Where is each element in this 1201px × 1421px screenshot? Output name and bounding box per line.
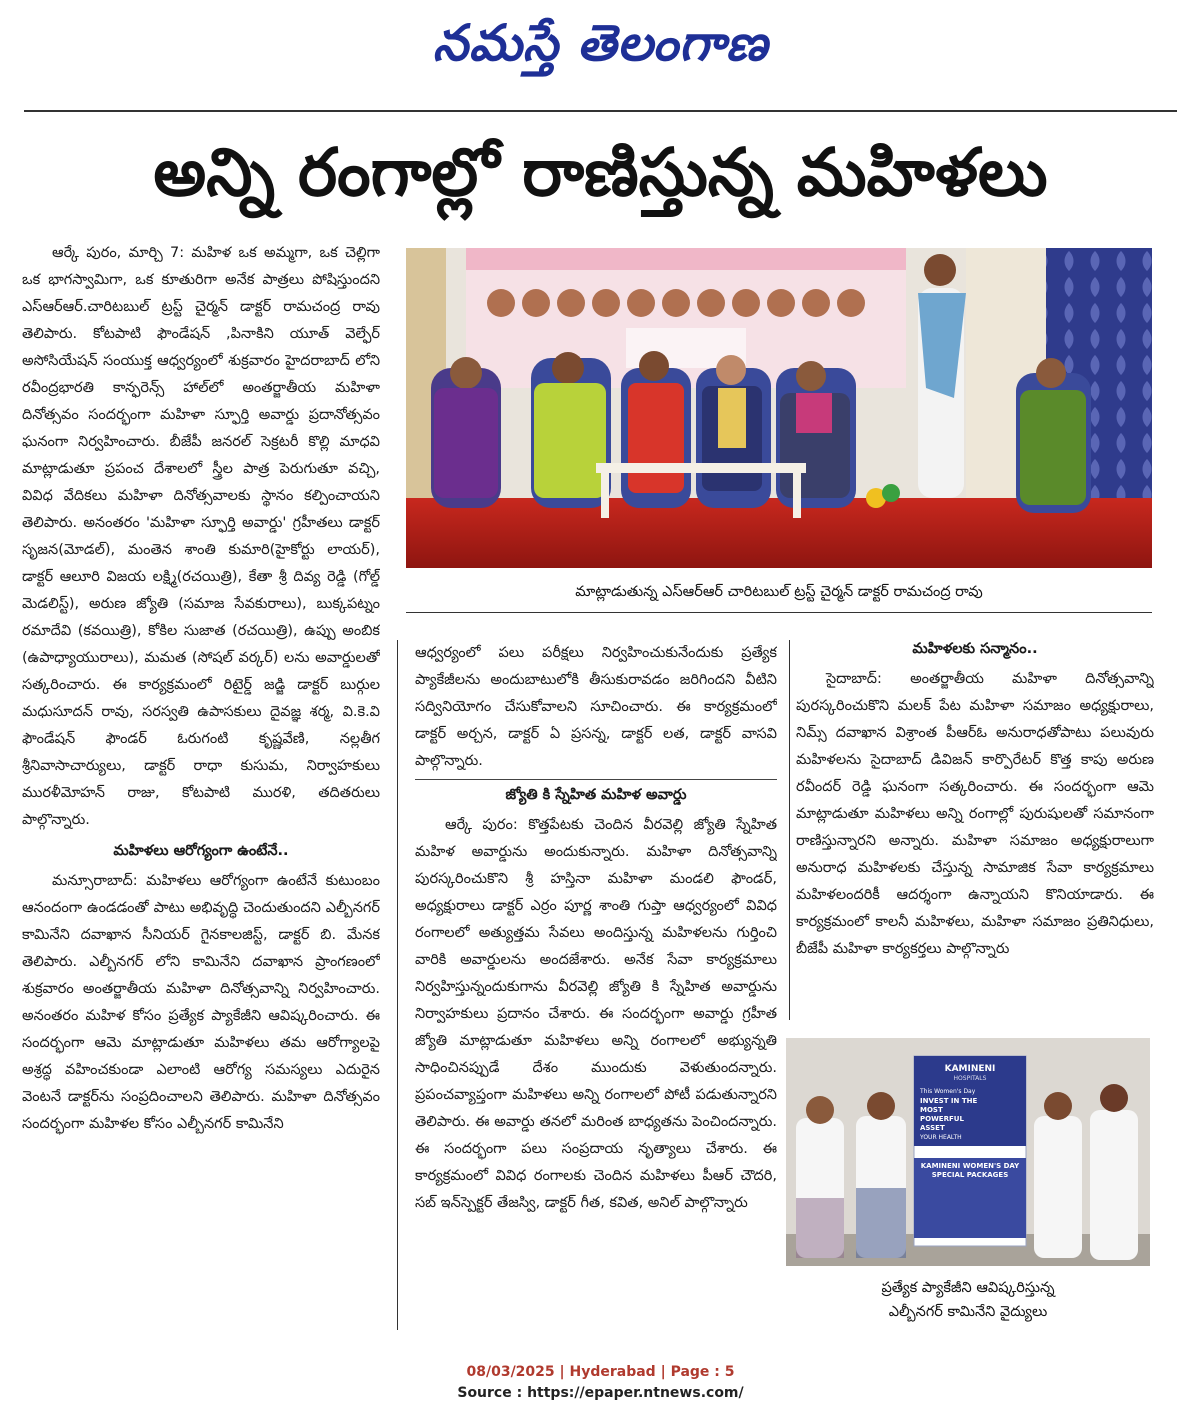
article-column-1	[22, 240, 380, 1362]
banner-tagline: This Women's Day	[920, 1088, 976, 1095]
masthead-divider	[24, 110, 1177, 112]
footer-date-line: 08/03/2025 | Hyderabad | Page : 5	[466, 1364, 735, 1380]
caption-divider	[406, 612, 1152, 613]
caption-line: ఎల్బీనగర్ కామినేని వైద్యులు	[888, 1304, 1048, 1320]
footer-source-line: Source : https://epaper.ntnews.com/	[457, 1385, 744, 1401]
article-column-3	[796, 632, 1154, 1032]
article-column-2	[415, 640, 777, 1340]
page-footer	[0, 1362, 1201, 1404]
banner-brand-sub: HOSPITALS	[953, 1075, 987, 1082]
column-divider	[789, 640, 790, 1020]
event-photo-caption: మాట్లాడుతున్న ఎస్‌ఆర్‌ఆర్ చారిటబుల్ ట్రస్ట్ చైర్మన్ డాక్టర్ రామచంద్ర రావు	[575, 584, 983, 600]
article-paragraph: సైదాబాద్: అంతర్జాతీయ మహిళా దినోత్సవాన్ని పురస్కరించుకొని మలక్ పేట మహిళా సమాజం అధ్యక్షురాలు, నిమ్స్ దవాఖాన విశ్రాంత పీఆర్‌ఓ అనురాధతోపాటు పలువురు మహిళలను సైదాబాద్ డివిజన్ కార్పొరేటర్ కొత్త కాపు అరుణ రవీందర్ రెడ్డి ఘనంగా సత్కరించారు. ఈ సందర్భంగా ఆమె మాట్లాడుతూ మహిళలు అన్ని రంగాల్లో పురుషులతో సమానంగా రాణిస్తున్నారని అన్నారు. మహిళా సమాజం అధ్యక్షురాలుగా అనురాధ మహిళలకు చేస్తున్న సామాజిక సేవా కార్యక్రమాలు మహిళలందరికీ ఆదర్శంగా ఉన్నాయని కొనియాడారు. ఈ కార్యక్రమంలో కాలనీ మహిళలు, మహిళా సమాజం ప్రతినిధులు, బీజేపీ మహిళా కార్యకర్తలు పాల్గొన్నారు	[796, 671, 1154, 957]
event-photo	[406, 248, 1152, 568]
banner-tagline-main: INVEST IN THE MOST POWERFUL ASSET	[920, 1097, 978, 1132]
headline: అన్ని రంగాల్లో రాణిస్తున్న మహిళలు	[153, 134, 1048, 211]
column-divider	[397, 640, 398, 1330]
doctors-photo	[786, 1038, 1150, 1266]
banner-tagline-sub: YOUR HEALTH	[920, 1134, 962, 1141]
doctors-photo-caption	[786, 1276, 1150, 1324]
article-paragraph: ఆర్కే పురం, మార్చి 7: మహిళ ఒక అమ్మగా, ఒక చెల్లిగా ఒక భాగస్వామిగా, ఒక కూతురిగా అనేక పాత్రలు పోషిస్తుందని ఎస్‌ఆర్‌ఆర్.చారిటబుల్ ట్రస్ట్ చైర్మన్ డాక్టర్ రామచంద్ర రావు తెలిపారు. కోటపాటి ఫౌండేషన్ ,పినాకిని యూత్ వెల్ఫేర్ అసోసియేషన్ సంయుక్త ఆధ్వర్యంలో శుక్రవారం హైదరాబాద్ లోని రవీంద్రభారతి కాన్ఫరెన్స్ హాల్‌లో అంతర్జాతీయ మహిళా దినోత్సవం సందర్భంగా మహిళా స్ఫూర్తి అవార్డు ప్రదానోత్సవం ఘనంగా నిర్వహించారు. బీజేపీ జనరల్ సెక్రటరీ కొల్లి మాధవి మాట్లాడుతూ ప్రపంచ దేశాలలో స్త్రీల పాత్ర పెరుగుతూ వచ్చి, వివిధ వేదికలు మహిళా దినోత్సవాలకు స్థానం కల్పించాయని తెలిపారు. అనంతరం 'మహిళా స్ఫూర్తి అవార్డు' గ్రహీతలు డాక్టర్ సృజన(మోడల్), మంతెన శాంతి కుమారి(హైకోర్టు లాయర్), డాక్టర్ ఆలూరి విజయ లక్ష్మి(రచయిత్రి), కేతా శ్రీ దివ్య రెడ్డి (గోల్డ్ మెడలిస్ట్), అరుణ జ్యోతి (సమాజ సేవకురాలు), బుక్కపట్నం రమాదేవి (కవయిత్రి), కోకిల సుజాత (రచయిత్రి), ఉప్పు అంబిక (ఉపాధ్యాయురాలు), మమత (సోషల్ వర్కర్) లను అవార్డులతో సత్కరించారు. ఈ కార్యక్రమంలో రిటైర్డ్ జడ్జి డాక్టర్ బుర్గుల మధుసూదన్ రావు, సరస్వతి ఉపాసకులు దైవజ్ఞ శర్మ, వి.కె.వి ఫౌండేషన్ ఫౌండర్ ఓరుగంటి కృష్ణవేణి, నల్లతీగ శ్రీనివాసాచార్యులు, డాక్టర్ రాధా కుసుమ, నిర్వాహకులు మురళీమోహన్ రాజు, కోటపాటి మురళి, తదితరులు పాల్గొన్నారు.	[22, 245, 380, 828]
article-subheading: మహిళలకు సన్మానం..	[912, 641, 1038, 657]
article-paragraph: మన్సూరాబాద్: మహిళలు ఆరోగ్యంగా ఉంటేనే కుటుంబం ఆనందంగా ఉండడంతో పాటు అభివృద్ధి చెందుతుందని ఎల్బీనగర్ కామినేని దవాఖాన సీనియర్ గైనకాలజిస్ట్, డాక్టర్ బి. మేనక తెలిపారు. ఎల్బీనగర్ లోని కామినేని దవాఖాన ప్రాంగణంలో శుక్రవారం అంతర్జాతీయ మహిళా దినోత్సవాన్ని నిర్వహించారు. అనంతరం మహిళ కోసం ప్రత్యేక ప్యాకేజీని ఆవిష్కరించారు. ఈ సందర్భంగా ఆమె మాట్లాడుతూ మహిళలు తమ ఆరోగ్యాలపై అశ్రద్ధ వహించకుండా ఎలాంటి ఆరోగ్య సమస్యలు ఎదురైన వెంటనే డాక్టర్‌ను సంప్రదించాలని తెలిపారు. మహిళా దినోత్సవం సందర్భంగా మహిళల కోసం ఎల్బీనగర్ కామినేని	[22, 873, 380, 1132]
caption-line: ప్రత్యేక ప్యాకేజీని ఆవిష్కరిస్తున్న	[881, 1280, 1055, 1296]
banner-panel-title: KAMINENI WOMEN'S DAY SPECIAL PACKAGES	[920, 1162, 1020, 1179]
banner-brand: KAMINENI	[944, 1064, 996, 1074]
article-paragraph: ఆర్కే పురం: కొత్తపేటకు చెందిన వీరవెల్లి జ్యోతి స్నేహిత మహిళ అవార్డును అందుకున్నారు. మహిళా దినోత్సవాన్ని పురస్కరించుకొని శ్రీ హస్తినా మహిళా మండలి ఫౌండర్, అధ్యక్షురాలు డాక్టర్ ఎర్రం పూర్ణ శాంతి గుప్తా ఆధ్వర్యంలో వివిధ రంగాలలో అత్యుత్తమ సేవలు అందిస్తున్న మహిళలను గుర్తించి వారికి అవార్డులను అందజేశారు. అనేక సేవా కార్యక్రమాలు నిర్వహిస్తున్నందుకుగాను వీరవెల్లి జ్యోతి కి స్నేహిత అవార్డును నిర్వాహకులు ప్రదానం చేశారు. ఈ సందర్భంగా అవార్డు గ్రహీత జ్యోతి మాట్లాడుతూ మహిళలు అన్ని రంగాలలో అభ్యున్నతి సాధించినప్పుడే దేశం ముందుకు వెళుతుందన్నారు. ప్రపంచవ్యాప్తంగా మహిళలు అన్ని రంగాలలో పోటీ పడుతున్నారని తెలిపారు. ఈ అవార్డు తనలో మరింత బాధ్యతను పెంచిందన్నారు. ఈ సందర్భంగా పలు సంప్రదాయ నృత్యాలు చేశారు. ఈ కార్యక్రమంలో వివిధ రంగాలకు చెందిన మహిళలు పీఆర్ చౌదరి, సబ్ ఇన్‌స్పెక్టర్ తేజస్వి, డాక్టర్ గీత, కవిత, అనిల్ పాల్గొన్నారు	[415, 817, 777, 1211]
article-subheading: జ్యోతి కి స్నేహిత మహిళ అవార్డు	[415, 779, 777, 808]
masthead-logo: నమస్తే తెలంగాణ	[432, 14, 769, 72]
article-subheading: మహిళలు ఆరోగ్యంగా ఉంటేనే..	[113, 843, 289, 859]
article-paragraph: ఆధ్వర్యంలో పలు పరీక్షలు నిర్వహించుకునేందుకు ప్రత్యేక ప్యాకేజీలను అందుబాటులోకి తీసుకురావడం జరిగిందని వీటిని సద్వినియోగం చేసుకోవాలని సూచించారు. ఈ కార్యక్రమంలో డాక్టర్ అర్చన, డాక్టర్ ఏ ప్రసన్న, డాక్టర్ లత, డాక్టర్ వాసవి పాల్గొన్నారు.	[415, 645, 777, 769]
